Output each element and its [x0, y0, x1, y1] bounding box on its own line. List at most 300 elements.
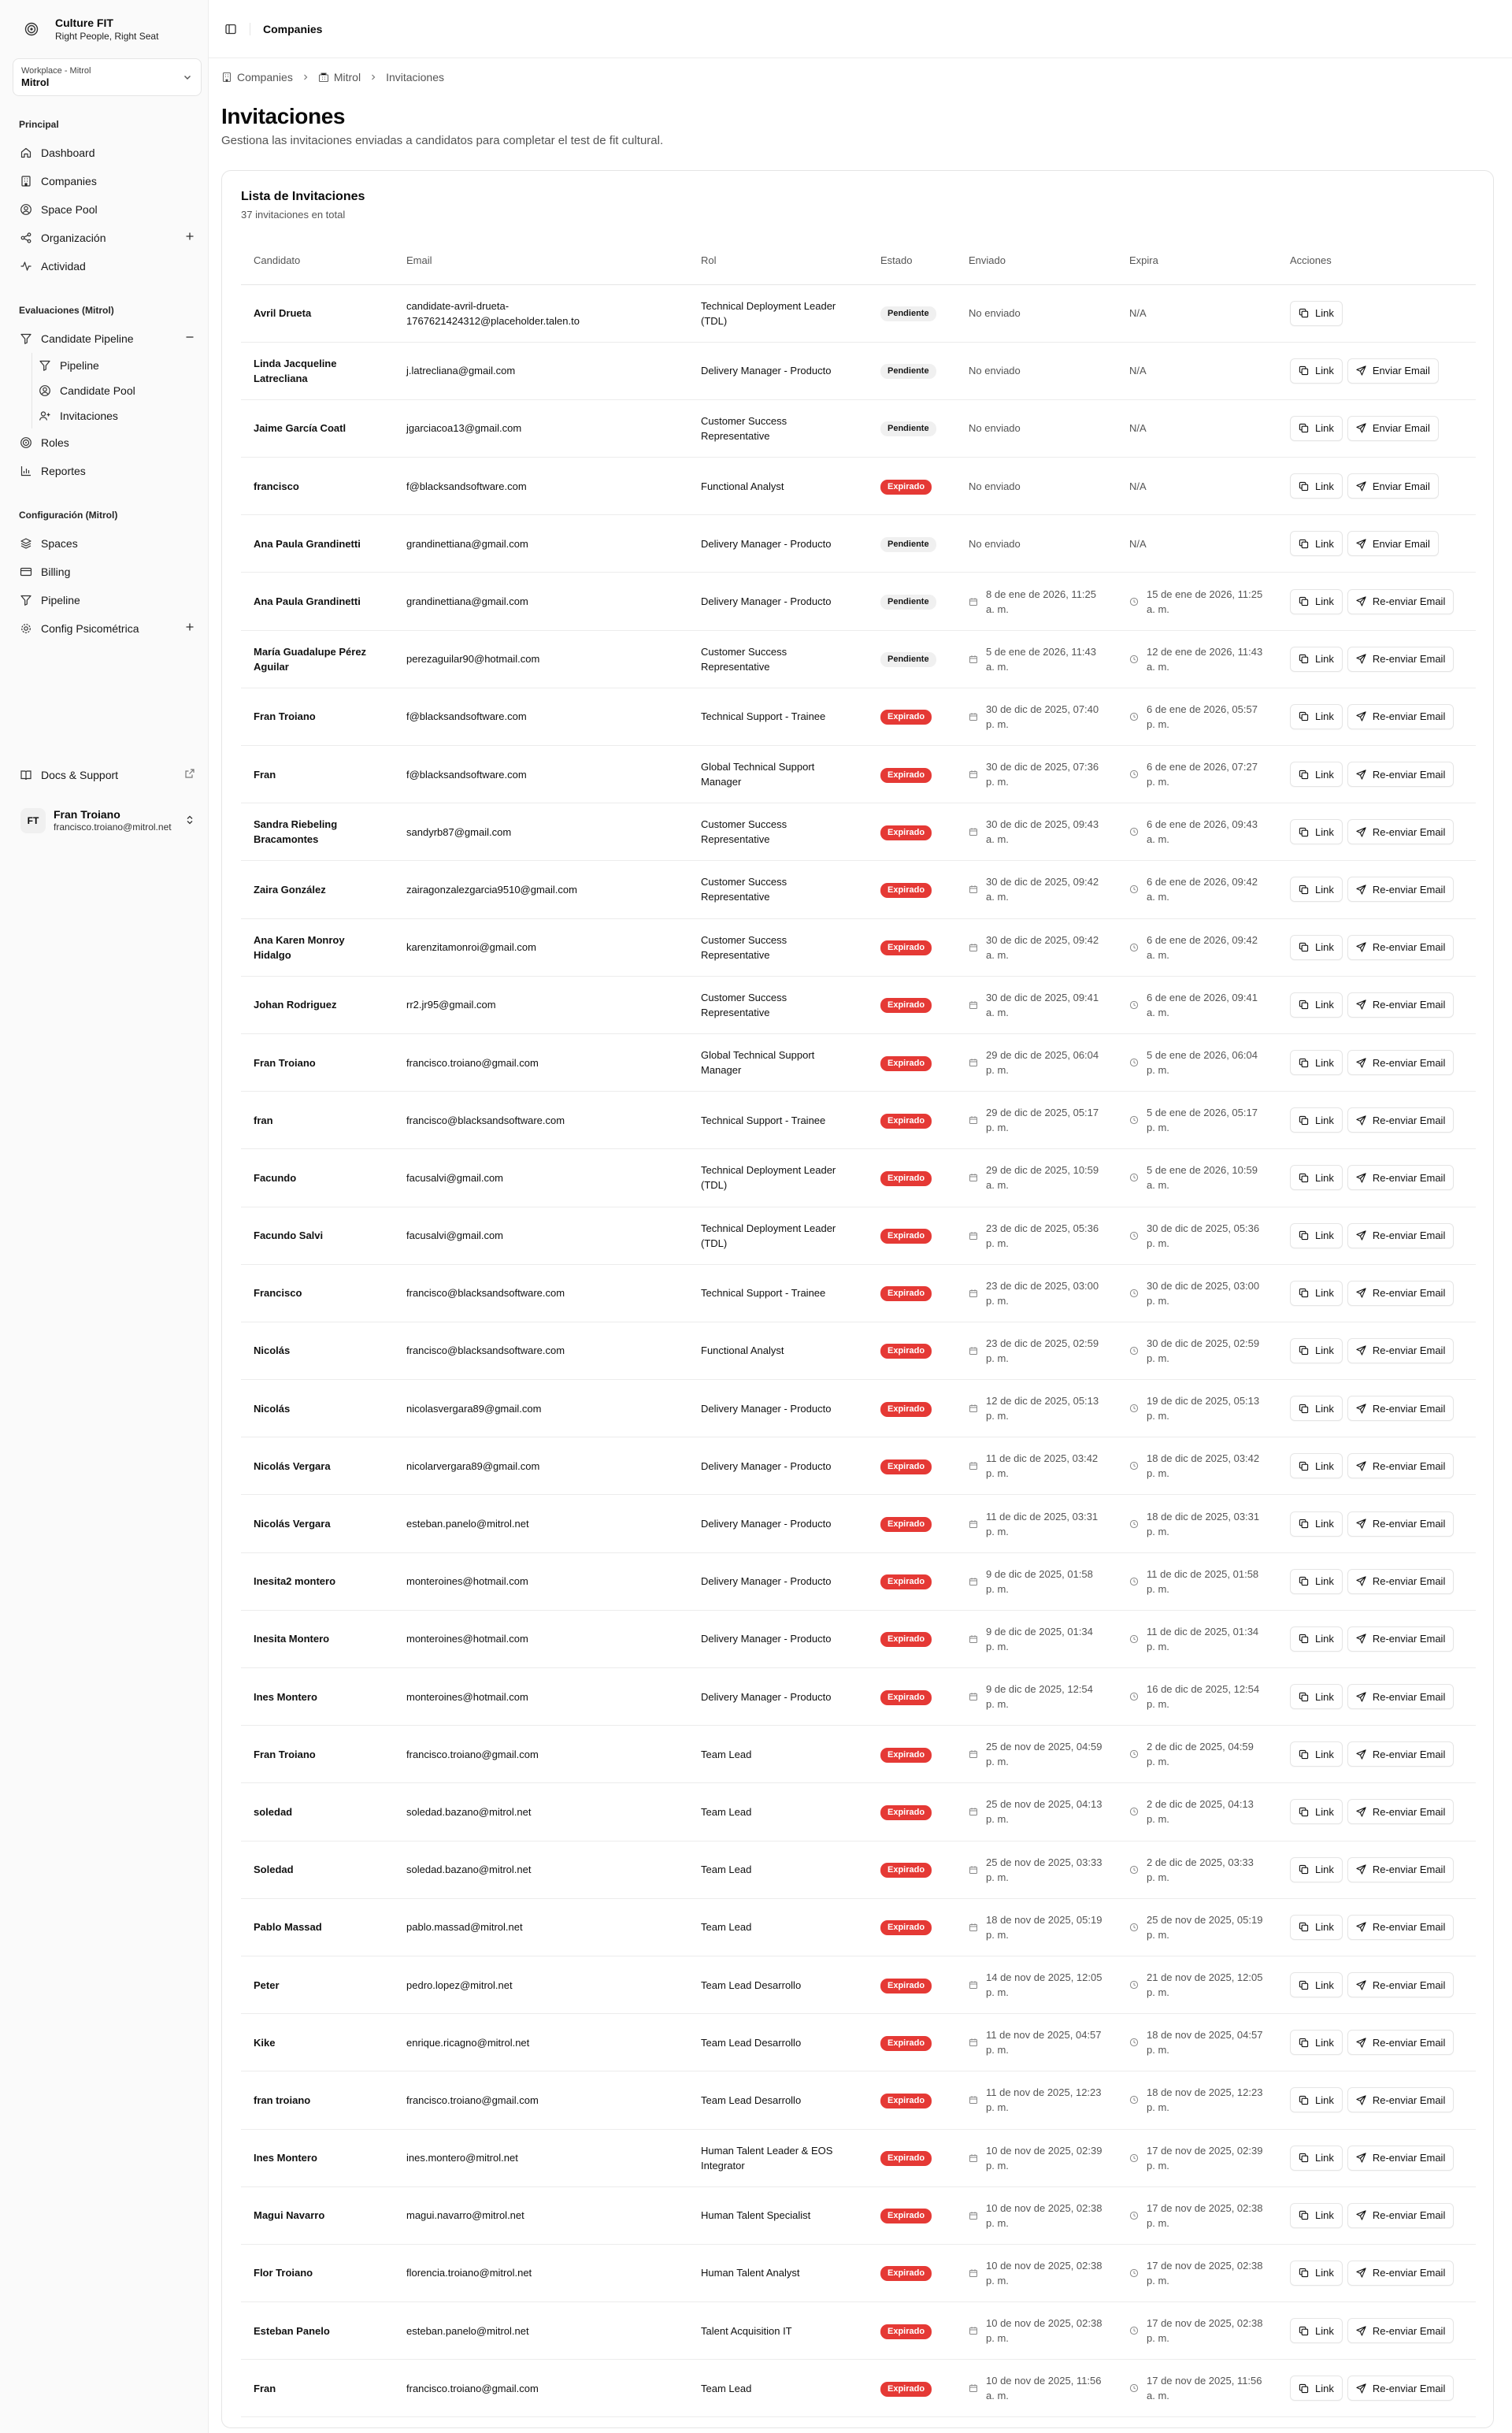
send-icon — [1356, 1807, 1366, 1817]
sidebar-item-billing[interactable] — [0, 558, 208, 586]
chevron-right-icon — [369, 72, 378, 82]
resend-email-button[interactable] — [1347, 1626, 1454, 1652]
candidate-role: Delivery Manager - Producto — [688, 1495, 868, 1552]
button-label: Re-enviar Email — [1372, 1921, 1446, 1934]
clock-icon — [1129, 1807, 1140, 1816]
expiry-date — [1129, 1393, 1265, 1423]
calendar-icon — [969, 2326, 980, 2335]
sent-date-text: 11 de dic de 2025, 03:42 p. m. — [986, 1452, 1099, 1480]
button-label: Link — [1315, 1287, 1334, 1300]
expiry-cell — [1117, 630, 1277, 688]
resend-email-button[interactable] — [1347, 762, 1454, 787]
copy-icon — [1299, 539, 1309, 549]
copy-link-button[interactable] — [1290, 1684, 1343, 1709]
calendar-icon — [969, 1577, 980, 1586]
status-cell — [868, 1726, 956, 1783]
expiry-cell — [1117, 1264, 1277, 1322]
sent-date-text: No enviado — [969, 365, 1021, 377]
sent-cell — [956, 1552, 1117, 1610]
brand[interactable] — [0, 0, 208, 58]
sidebar-item-docs[interactable] — [0, 761, 208, 789]
chevron-right-icon — [301, 72, 310, 82]
actions-cell — [1277, 746, 1476, 803]
resend-email-button[interactable] — [1347, 1165, 1454, 1190]
workplace-label: Workplace - Mitrol — [21, 66, 91, 76]
copy-link-button[interactable] — [1290, 1569, 1343, 1594]
sent-date-text: 29 de dic de 2025, 06:04 p. m. — [986, 1049, 1099, 1077]
sidebar-item-candidate-pipeline[interactable] — [0, 325, 208, 353]
sent-date — [969, 2201, 1104, 2231]
copy-icon — [1299, 885, 1309, 895]
expiry-date — [1129, 933, 1265, 962]
candidate-email: soledad.bazano@mitrol.net — [394, 1841, 688, 1898]
candidate-name: Ines Montero — [241, 1668, 394, 1726]
copy-link-button[interactable] — [1290, 473, 1343, 499]
resend-email-button[interactable] — [1347, 1050, 1454, 1075]
copy-link-button[interactable] — [1290, 1626, 1343, 1652]
candidate-role: Team Lead — [688, 1726, 868, 1783]
clock-icon — [1129, 1923, 1140, 1932]
sidebar-item-spaces[interactable] — [0, 529, 208, 558]
sent-date — [969, 644, 1104, 674]
copy-link-button[interactable] — [1290, 762, 1343, 787]
copy-link-button[interactable] — [1290, 1799, 1343, 1824]
candidate-name: Flor Troiano — [241, 2244, 394, 2301]
status-badge: Pendiente — [880, 537, 936, 552]
sent-date-text: 10 de nov de 2025, 02:38 p. m. — [986, 2201, 1102, 2229]
copy-link-button[interactable] — [1290, 1511, 1343, 1537]
copy-link-button[interactable] — [1290, 992, 1343, 1018]
building-icon — [221, 72, 232, 83]
copy-link-button[interactable] — [1290, 1741, 1343, 1767]
sidebar-item-label: Invitaciones — [60, 410, 118, 422]
copy-link-button[interactable] — [1290, 589, 1343, 614]
table-row — [241, 861, 1476, 918]
sidebar-item-dashboard[interactable] — [0, 139, 208, 167]
table-row — [241, 2186, 1476, 2244]
send-icon — [1356, 827, 1366, 837]
resend-email-button[interactable] — [1347, 1396, 1454, 1421]
table-row — [241, 1552, 1476, 1610]
share-icon — [19, 231, 33, 245]
chevrons-up-down-icon — [184, 814, 195, 825]
status-cell — [868, 688, 956, 745]
expiry-cell — [1117, 573, 1277, 630]
copy-link-button[interactable] — [1290, 1453, 1343, 1478]
button-label: Re-enviar Email — [1372, 1229, 1446, 1242]
send-icon — [1356, 770, 1366, 780]
chevron-down-icon — [182, 72, 193, 83]
expiry-date — [1129, 759, 1265, 789]
sidebar-item-pipeline[interactable] — [0, 586, 208, 614]
table-row — [241, 1726, 1476, 1783]
sent-cell — [956, 1380, 1117, 1437]
button-label: Re-enviar Email — [1372, 1114, 1446, 1126]
copy-link-button[interactable] — [1290, 301, 1343, 326]
clock-icon — [1129, 2153, 1140, 2163]
status-cell — [868, 2360, 956, 2417]
table-row — [241, 1898, 1476, 1956]
candidate-name: Nicolás — [241, 1322, 394, 1379]
home-icon — [19, 146, 33, 160]
actions-cell — [1277, 861, 1476, 918]
copy-link-button[interactable] — [1290, 1338, 1343, 1363]
invitations-card — [221, 170, 1494, 2428]
workplace-switcher[interactable] — [13, 58, 202, 96]
table-row — [241, 630, 1476, 688]
copy-link-button[interactable] — [1290, 2087, 1343, 2112]
candidate-name: Inesita Montero — [241, 1610, 394, 1667]
button-label: Re-enviar Email — [1372, 1805, 1446, 1818]
table-row — [241, 688, 1476, 745]
status-badge: Expirado — [880, 2036, 932, 2051]
button-label: Link — [1315, 2152, 1334, 2164]
user-email: francisco.troiano@mitrol.net — [54, 822, 172, 833]
copy-link-button[interactable] — [1290, 2261, 1343, 2286]
copy-link-button[interactable] — [1290, 877, 1343, 902]
expiry-date-text: 18 de dic de 2025, 03:42 p. m. — [1147, 1452, 1260, 1480]
candidate-role: Technical Support - Trainee — [688, 1092, 868, 1149]
candidate-name: Peter — [241, 1956, 394, 2013]
expiry-date — [1129, 1221, 1265, 1251]
table-row — [241, 573, 1476, 630]
copy-link-button[interactable] — [1290, 2376, 1343, 2401]
expiry-cell — [1117, 1033, 1277, 1091]
calendar-icon — [969, 2095, 980, 2105]
copy-link-button[interactable] — [1290, 2318, 1343, 2343]
copy-link-button[interactable] — [1290, 1281, 1343, 1306]
expiry-date-text: 17 de nov de 2025, 02:38 p. m. — [1147, 2259, 1263, 2287]
expiry-cell — [1117, 2071, 1277, 2129]
table-row — [241, 1610, 1476, 1667]
status-cell — [868, 2186, 956, 2244]
candidate-role: Delivery Manager - Producto — [688, 1668, 868, 1726]
resend-email-button[interactable] — [1347, 1857, 1454, 1882]
resend-email-button[interactable] — [1347, 2261, 1454, 2286]
candidate-email: f@blacksandsoftware.com — [394, 746, 688, 803]
status-badge: Pendiente — [880, 421, 936, 436]
copy-link-button[interactable] — [1290, 1915, 1343, 1940]
expiry-cell — [1117, 2129, 1277, 2186]
copy-link-button[interactable] — [1290, 1972, 1343, 1997]
status-cell — [868, 515, 956, 573]
clock-icon — [1129, 827, 1140, 836]
status-cell — [868, 2014, 956, 2071]
sent-cell — [956, 1033, 1117, 1091]
send-email-button[interactable] — [1347, 531, 1439, 556]
send-icon — [1356, 1634, 1366, 1644]
resend-email-button[interactable] — [1347, 2030, 1454, 2055]
resend-email-button[interactable] — [1347, 1569, 1454, 1594]
expiry-date-text: N/A — [1129, 422, 1147, 435]
resend-email-button[interactable] — [1347, 1453, 1454, 1478]
copy-icon — [1299, 1922, 1309, 1932]
resend-email-button[interactable] — [1347, 877, 1454, 902]
button-label: Link — [1315, 1633, 1334, 1645]
status-cell — [868, 2244, 956, 2301]
expiry-cell — [1117, 2186, 1277, 2244]
copy-link-button[interactable] — [1290, 1050, 1343, 1075]
button-label: Link — [1315, 710, 1334, 723]
resend-email-button[interactable] — [1347, 2087, 1454, 2112]
clock-icon — [1129, 2211, 1140, 2220]
sent-date-text: 29 de dic de 2025, 10:59 a. m. — [986, 1164, 1099, 1192]
calendar-icon — [969, 1115, 980, 1125]
resend-email-button[interactable] — [1347, 1338, 1454, 1363]
copy-link-button[interactable] — [1290, 1165, 1343, 1190]
copy-link-button[interactable] — [1290, 819, 1343, 844]
calendar-icon — [969, 1346, 980, 1356]
calendar-icon — [969, 1289, 980, 1298]
resend-email-button[interactable] — [1347, 1511, 1454, 1537]
button-label: Link — [1315, 2382, 1334, 2394]
clock-icon — [1129, 2326, 1140, 2335]
button-label: Link — [1315, 1171, 1334, 1184]
sidebar-item-label: Pipeline — [41, 594, 80, 606]
candidate-name: Soledad — [241, 1841, 394, 1898]
button-label: Re-enviar Email — [1372, 653, 1446, 666]
send-email-button[interactable] — [1347, 473, 1439, 499]
resend-email-button[interactable] — [1347, 935, 1454, 960]
table-row — [241, 1437, 1476, 1495]
candidate-name: francisco — [241, 458, 394, 515]
candidate-name: Inesita2 montero — [241, 1552, 394, 1610]
actions-cell — [1277, 2186, 1476, 2244]
status-cell — [868, 803, 956, 861]
copy-link-button[interactable] — [1290, 358, 1343, 384]
copy-link-button[interactable] — [1290, 704, 1343, 729]
chart-icon — [19, 464, 33, 478]
plus-icon[interactable] — [184, 621, 195, 632]
table-row — [241, 976, 1476, 1033]
candidate-role: Customer Success Representative — [688, 803, 868, 861]
button-label: Link — [1315, 941, 1334, 954]
sidebar-item-config-psicom-trica[interactable] — [0, 614, 208, 643]
candidate-role: Team Lead Desarrollo — [688, 2071, 868, 2129]
copy-link-button[interactable] — [1290, 416, 1343, 441]
actions-cell — [1277, 1841, 1476, 1898]
resend-email-button[interactable] — [1347, 2318, 1454, 2343]
expiry-date — [1129, 587, 1265, 617]
candidate-role: Delivery Manager - Producto — [688, 1380, 868, 1437]
resend-email-button[interactable] — [1347, 589, 1454, 614]
actions-cell — [1277, 1092, 1476, 1149]
expiry-date-text: 16 de dic de 2025, 12:54 p. m. — [1147, 1683, 1260, 1711]
sidebar-item-reportes[interactable] — [0, 457, 208, 485]
button-label: Link — [1315, 1979, 1334, 1991]
resend-email-button[interactable] — [1347, 1223, 1454, 1248]
send-icon — [1356, 2153, 1366, 2163]
sent-cell — [956, 1610, 1117, 1667]
resend-email-button[interactable] — [1347, 1741, 1454, 1767]
sidebar-item-companies[interactable] — [0, 167, 208, 195]
resend-email-button[interactable] — [1347, 647, 1454, 672]
send-icon — [1356, 2038, 1366, 2048]
calendar-icon — [969, 885, 980, 894]
status-cell — [868, 1149, 956, 1207]
book-icon — [19, 768, 33, 782]
status-badge: Expirado — [880, 710, 932, 725]
send-icon — [1356, 1461, 1366, 1471]
button-label: Link — [1315, 480, 1334, 492]
resend-email-button[interactable] — [1347, 2376, 1454, 2401]
actions-cell — [1277, 458, 1476, 515]
minus-icon[interactable] — [184, 332, 195, 343]
button-label: Re-enviar Email — [1372, 2094, 1446, 2106]
resend-email-button[interactable] — [1347, 1915, 1454, 1940]
breadcrumb-companies[interactable]: Companies — [237, 71, 293, 83]
sidebar-item-actividad[interactable] — [0, 252, 208, 280]
candidate-name: Nicolás Vergara — [241, 1495, 394, 1552]
button-label: Link — [1315, 422, 1334, 435]
sidebar-item-organizaci-n[interactable] — [0, 224, 208, 252]
status-badge: Expirado — [880, 2209, 932, 2223]
sent-date — [969, 2316, 1104, 2346]
candidate-email: candidate-avril-drueta-1767621424312@placeholder.talen.to — [394, 284, 688, 342]
user-name: Fran Troiano — [54, 808, 120, 821]
candidate-email: sandyrb87@gmail.com — [394, 803, 688, 861]
sent-cell — [956, 918, 1117, 976]
clock-icon — [1129, 712, 1140, 721]
copy-link-button[interactable] — [1290, 1857, 1343, 1882]
copy-icon — [1299, 654, 1309, 664]
expiry-date-text: N/A — [1129, 365, 1147, 377]
clock-icon — [1129, 1404, 1140, 1413]
calendar-icon — [969, 1058, 980, 1067]
copy-link-button[interactable] — [1290, 2203, 1343, 2228]
calendar-icon — [969, 1173, 980, 1182]
resend-email-button[interactable] — [1347, 1281, 1454, 1306]
send-email-button[interactable] — [1347, 358, 1439, 384]
copy-icon — [1299, 711, 1309, 721]
sent-date-text: 25 de nov de 2025, 03:33 p. m. — [986, 1856, 1102, 1883]
copy-link-button[interactable] — [1290, 531, 1343, 556]
expiry-date-text: 17 de nov de 2025, 02:38 p. m. — [1147, 2201, 1263, 2229]
resend-email-button[interactable] — [1347, 1972, 1454, 1997]
sent-date — [969, 817, 1104, 847]
candidate-name: Facundo Salvi — [241, 1207, 394, 1264]
sent-date — [969, 702, 1104, 732]
button-label: Link — [1315, 1056, 1334, 1069]
expiry-date — [1129, 1739, 1265, 1769]
sent-date — [969, 1855, 1104, 1885]
sidebar — [0, 0, 208, 2433]
sent-date-text: 5 de ene de 2026, 11:43 a. m. — [986, 645, 1096, 673]
clock-icon — [1129, 2268, 1140, 2278]
copy-link-button[interactable] — [1290, 647, 1343, 672]
candidate-email: francisco.troiano@gmail.com — [394, 2360, 688, 2417]
expiry-cell — [1117, 918, 1277, 976]
resend-email-button[interactable] — [1347, 819, 1454, 844]
sent-date — [969, 933, 1104, 962]
sent-cell — [956, 2129, 1117, 2186]
actions-cell — [1277, 2360, 1476, 2417]
expiry-cell — [1117, 688, 1277, 745]
sidebar-item-roles[interactable] — [0, 428, 208, 457]
button-label: Re-enviar Email — [1372, 1402, 1446, 1415]
user-menu[interactable] — [13, 803, 202, 838]
sidebar-toggle-icon[interactable] — [224, 23, 237, 35]
candidate-email: soledad.bazano@mitrol.net — [394, 1783, 688, 1841]
calendar-icon — [969, 1692, 980, 1701]
topbar — [209, 0, 1512, 58]
copy-icon — [1299, 1980, 1309, 1990]
candidate-name: Fran Troiano — [241, 1726, 394, 1783]
copy-link-button[interactable] — [1290, 2146, 1343, 2171]
candidate-role: Team Lead Desarrollo — [688, 2014, 868, 2071]
button-label: Re-enviar Email — [1372, 1056, 1446, 1069]
clock-icon — [1129, 2038, 1140, 2047]
sent-date-text: 9 de dic de 2025, 01:34 p. m. — [986, 1625, 1093, 1652]
page-subtitle: Gestiona las invitaciones enviadas a candidatos para completar el test de fit cultural. — [221, 134, 664, 147]
expiry-date-text: 25 de nov de 2025, 05:19 p. m. — [1147, 1913, 1263, 1941]
send-icon — [1356, 2210, 1366, 2220]
copy-link-button[interactable] — [1290, 2030, 1343, 2055]
candidate-email: esteban.panelo@mitrol.net — [394, 2302, 688, 2360]
sent-cell — [956, 976, 1117, 1033]
copy-icon — [1299, 2210, 1309, 2220]
copy-icon — [1299, 1864, 1309, 1875]
expiry-cell — [1117, 1726, 1277, 1783]
status-badge: Expirado — [880, 768, 932, 783]
resend-email-button[interactable] — [1347, 704, 1454, 729]
button-label: Link — [1315, 2324, 1334, 2337]
candidate-name: Pablo Massad — [241, 1898, 394, 1956]
button-label: Link — [1315, 1229, 1334, 1242]
expiry-date-text: 6 de ene de 2026, 05:57 p. m. — [1147, 703, 1258, 730]
clock-icon — [1129, 1461, 1140, 1471]
button-label: Re-enviar Email — [1372, 1748, 1446, 1760]
copy-link-button[interactable] — [1290, 1396, 1343, 1421]
calendar-icon — [969, 1634, 980, 1644]
candidate-name: Facundo — [241, 1149, 394, 1207]
copy-link-button[interactable] — [1290, 1223, 1343, 1248]
copy-link-button[interactable] — [1290, 935, 1343, 960]
send-email-button[interactable] — [1347, 416, 1439, 441]
resend-email-button[interactable] — [1347, 2203, 1454, 2228]
copy-icon — [1299, 1288, 1309, 1298]
resend-email-button[interactable] — [1347, 2146, 1454, 2171]
table-row — [241, 1783, 1476, 1841]
plus-icon[interactable] — [184, 231, 195, 242]
breadcrumb-mitrol[interactable]: Mitrol — [333, 71, 361, 83]
sidebar-item-space-pool[interactable] — [0, 195, 208, 224]
resend-email-button[interactable] — [1347, 1107, 1454, 1133]
calendar-icon — [969, 1865, 980, 1875]
candidate-name: Fran — [241, 746, 394, 803]
sent-date — [969, 1278, 1104, 1308]
sent-date-text: No enviado — [969, 422, 1021, 435]
resend-email-button[interactable] — [1347, 992, 1454, 1018]
expiry-date — [1129, 990, 1265, 1020]
sidebar-item-label: Docs & Support — [41, 769, 119, 781]
column-header-candidato: Candidato — [241, 237, 394, 284]
actions-cell — [1277, 2244, 1476, 2301]
copy-link-button[interactable] — [1290, 1107, 1343, 1133]
candidate-role: Customer Success Representative — [688, 976, 868, 1033]
sidebar-item-label: Dashboard — [41, 146, 95, 159]
expiry-cell — [1117, 2360, 1277, 2417]
expiry-cell — [1117, 515, 1277, 573]
calendar-icon — [969, 1231, 980, 1241]
resend-email-button[interactable] — [1347, 1684, 1454, 1709]
expiry-date-text: 5 de ene de 2026, 06:04 p. m. — [1147, 1049, 1258, 1077]
expiry-date — [1129, 874, 1265, 904]
resend-email-button[interactable] — [1347, 1799, 1454, 1824]
candidate-email: grandinettiana@gmail.com — [394, 573, 688, 630]
table-row — [241, 1495, 1476, 1552]
sent-cell — [956, 2071, 1117, 2129]
